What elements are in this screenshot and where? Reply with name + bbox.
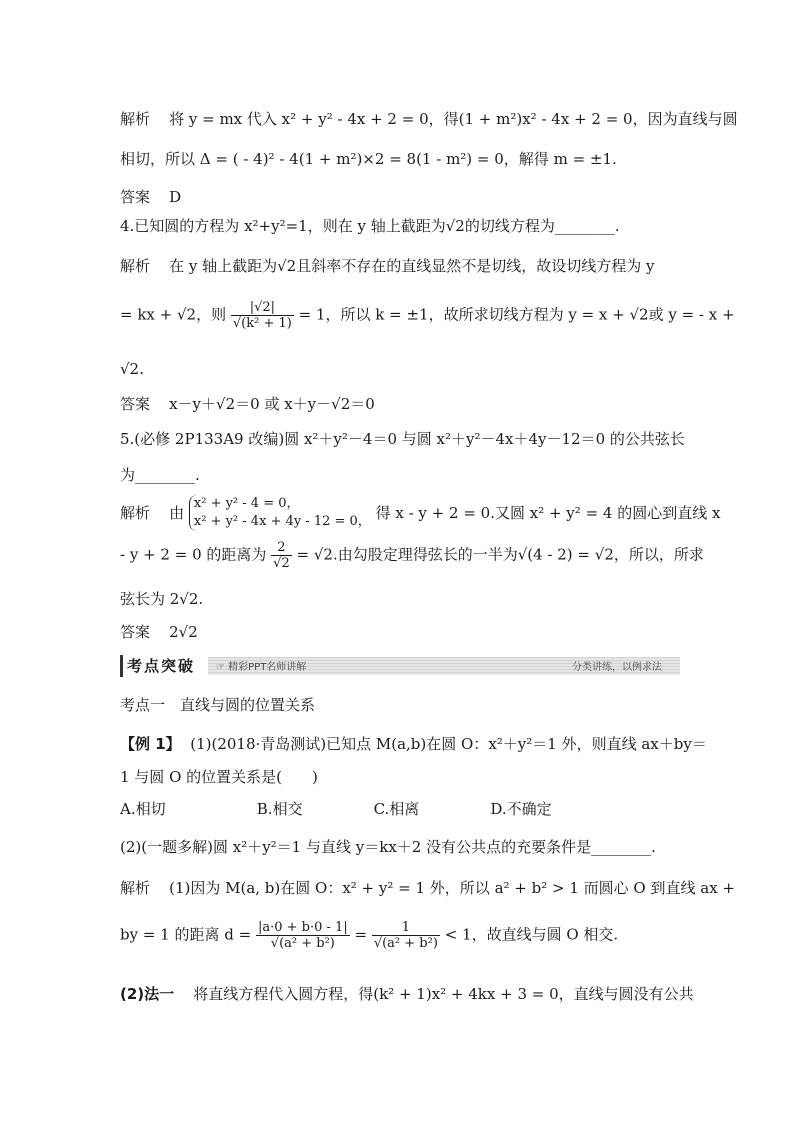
- solution-line-1: [120, 108, 738, 130]
- fraction-numerator: 1: [372, 920, 440, 936]
- fraction-numerator: |√2|: [231, 300, 294, 316]
- fraction-denominator: √(k² + 1): [232, 316, 292, 331]
- line-text: = 1，所以 k = ±1，故所求切线方程为 y = x + √2或 y = - x +: [298, 305, 735, 324]
- answer-label: 答案: [120, 623, 151, 641]
- section-banner: [120, 655, 680, 677]
- line-text: 4.已知圆的方程为 x²+y²=1，则在 y 轴上截距为√2的切线方程为________.: [120, 217, 620, 235]
- solution-5-line-2: [120, 540, 704, 571]
- fraction-numerator: |a·0 + b·0 - 1|: [257, 920, 348, 935]
- line-text: = √2.由勾股定理得弦长的一半为√(4 - 2) = √2，所以，所求: [296, 545, 704, 564]
- option-b: B.相交: [256, 800, 303, 818]
- line-text: 将直线方程代入圆方程，得(k² + 1)x² + 4kx + 3 = 0，直线与圆没有公共: [193, 985, 694, 1003]
- line-text: 1 与圆 O 的位置关系是( ): [120, 768, 318, 786]
- solution-ex1-line-2: by = 1 的距离 d = $\frac{|a\cdot 0 + b\cdot 0 - 1|}{\text{√(a² + b²)}}$ = $\frac{1}{\text{√(a² + b²)}}$ < 1，故直线与圆 O 相交.: [120, 920, 619, 951]
- fraction-numerator: 2: [271, 540, 292, 556]
- line-text: (2)(一题多解)圆 x²＋y²＝1 与直线 y＝kx＋2 没有公共点的充要条件是________.: [120, 838, 656, 856]
- fraction: [372, 920, 440, 951]
- solution-5-line-3: [120, 588, 203, 610]
- fraction: [231, 300, 294, 331]
- options-row: [120, 798, 552, 820]
- answer-4: [120, 393, 375, 415]
- line-text: = kx + √2，则: [120, 305, 227, 324]
- question-5-line-1: [120, 428, 685, 450]
- banner-bar: [208, 657, 680, 675]
- solution-line-2: [120, 148, 617, 170]
- line-text: 得 x - y + 2 = 0.又圆 x² + y² = 4 的圆心到直线 x: [375, 504, 721, 522]
- answer-label: 答案: [120, 188, 151, 206]
- line-text: - y + 2 = 0 的距离为: [120, 545, 267, 564]
- answer-label: 答案: [120, 395, 151, 413]
- fraction-denominator: √(a² + b²): [270, 936, 335, 951]
- banner-pointer-text: ☞ 精彩PPT名师讲解: [216, 662, 307, 673]
- equation-1: x² + y² - 4 = 0，: [193, 496, 300, 511]
- line-text: 由: [169, 504, 185, 522]
- example-label: 【例 1】: [120, 735, 181, 753]
- line-text: (1)(2018·青岛测试)已知点 M(a,b)在圆 O：x²＋y²＝1 外，则直线 ax＋by＝: [190, 735, 707, 753]
- banner-right-text: 分类讲练，以例求法: [572, 662, 662, 673]
- method-label: (2)法一: [120, 985, 175, 1003]
- line-text: 为________.: [120, 466, 200, 484]
- solution-4-line-3: [120, 358, 144, 380]
- question-4: [120, 215, 620, 237]
- banner-title: 考点突破: [120, 655, 199, 677]
- line-text: 2√2: [169, 623, 198, 641]
- option-d: D.不确定: [490, 800, 552, 818]
- line-text: 相切，所以 Δ = ( - 4)² - 4(1 + m²)×2 = 8(1 - m²) = 0，解得 m = ±1.: [120, 150, 617, 168]
- line-text: √2.: [120, 360, 144, 378]
- analysis-label: 解析: [120, 110, 151, 128]
- question-5-line-2: [120, 464, 200, 486]
- line-text: D: [169, 188, 182, 206]
- option-c: C.相离: [373, 800, 420, 818]
- equation-2: x² + y² - 4x + 4y - 12 = 0，: [193, 514, 371, 529]
- line-text: x－y＋√2＝0 或 x＋y－√2＝0: [169, 395, 375, 413]
- line-text: 考点一 直线与圆的位置关系: [120, 696, 316, 714]
- line-text: < 1，故直线与圆 O 相交.: [444, 925, 619, 944]
- line-text: 弦长为 2√2.: [120, 590, 204, 608]
- fraction: [256, 920, 350, 951]
- example-1-part-2: [120, 836, 656, 858]
- fraction-denominator: √(a² + b²): [373, 936, 438, 951]
- solution-4-line-2: [120, 300, 735, 331]
- analysis-label: 解析: [120, 504, 151, 522]
- solution-4-line-1: [120, 255, 654, 277]
- analysis-label: 解析: [120, 257, 151, 275]
- example-1-line-1: [120, 733, 707, 755]
- fraction-denominator: √2: [273, 556, 290, 571]
- topic-heading: [120, 694, 315, 716]
- answer-line-3: [120, 186, 181, 208]
- answer-5: [120, 621, 198, 643]
- option-a: A.相切: [120, 800, 166, 818]
- fraction: [271, 540, 292, 571]
- line-text: 5.(必修 2P133A9 改编)圆 x²＋y²－4＝0 与圆 x²＋y²－4x＋4y－12＝0 的公共弦长: [120, 430, 685, 448]
- solution-ex1-line-1: [120, 877, 735, 899]
- line-text: 将 y = mx 代入 x² + y² - 4x + 2 = 0，得(1 + m²)x² - 4x + 2 = 0，因为直线与圆: [169, 110, 738, 128]
- equation-system: [189, 495, 371, 531]
- line-text: 在 y 轴上截距为√2且斜率不存在的直线显然不是切线，故设切线方程为 y: [169, 257, 655, 275]
- line-text: by = 1 的距离 d =: [120, 925, 252, 944]
- example-1-line-2: [120, 766, 318, 788]
- solution-ex1-part-2: [120, 983, 694, 1005]
- analysis-label: 解析: [120, 879, 151, 897]
- line-text: (1)因为 M(a, b)在圆 O：x² + y² = 1 外，所以 a² + b² > 1 而圆心 O 到直线 ax +: [169, 879, 736, 897]
- solution-5-line-1: [120, 495, 720, 531]
